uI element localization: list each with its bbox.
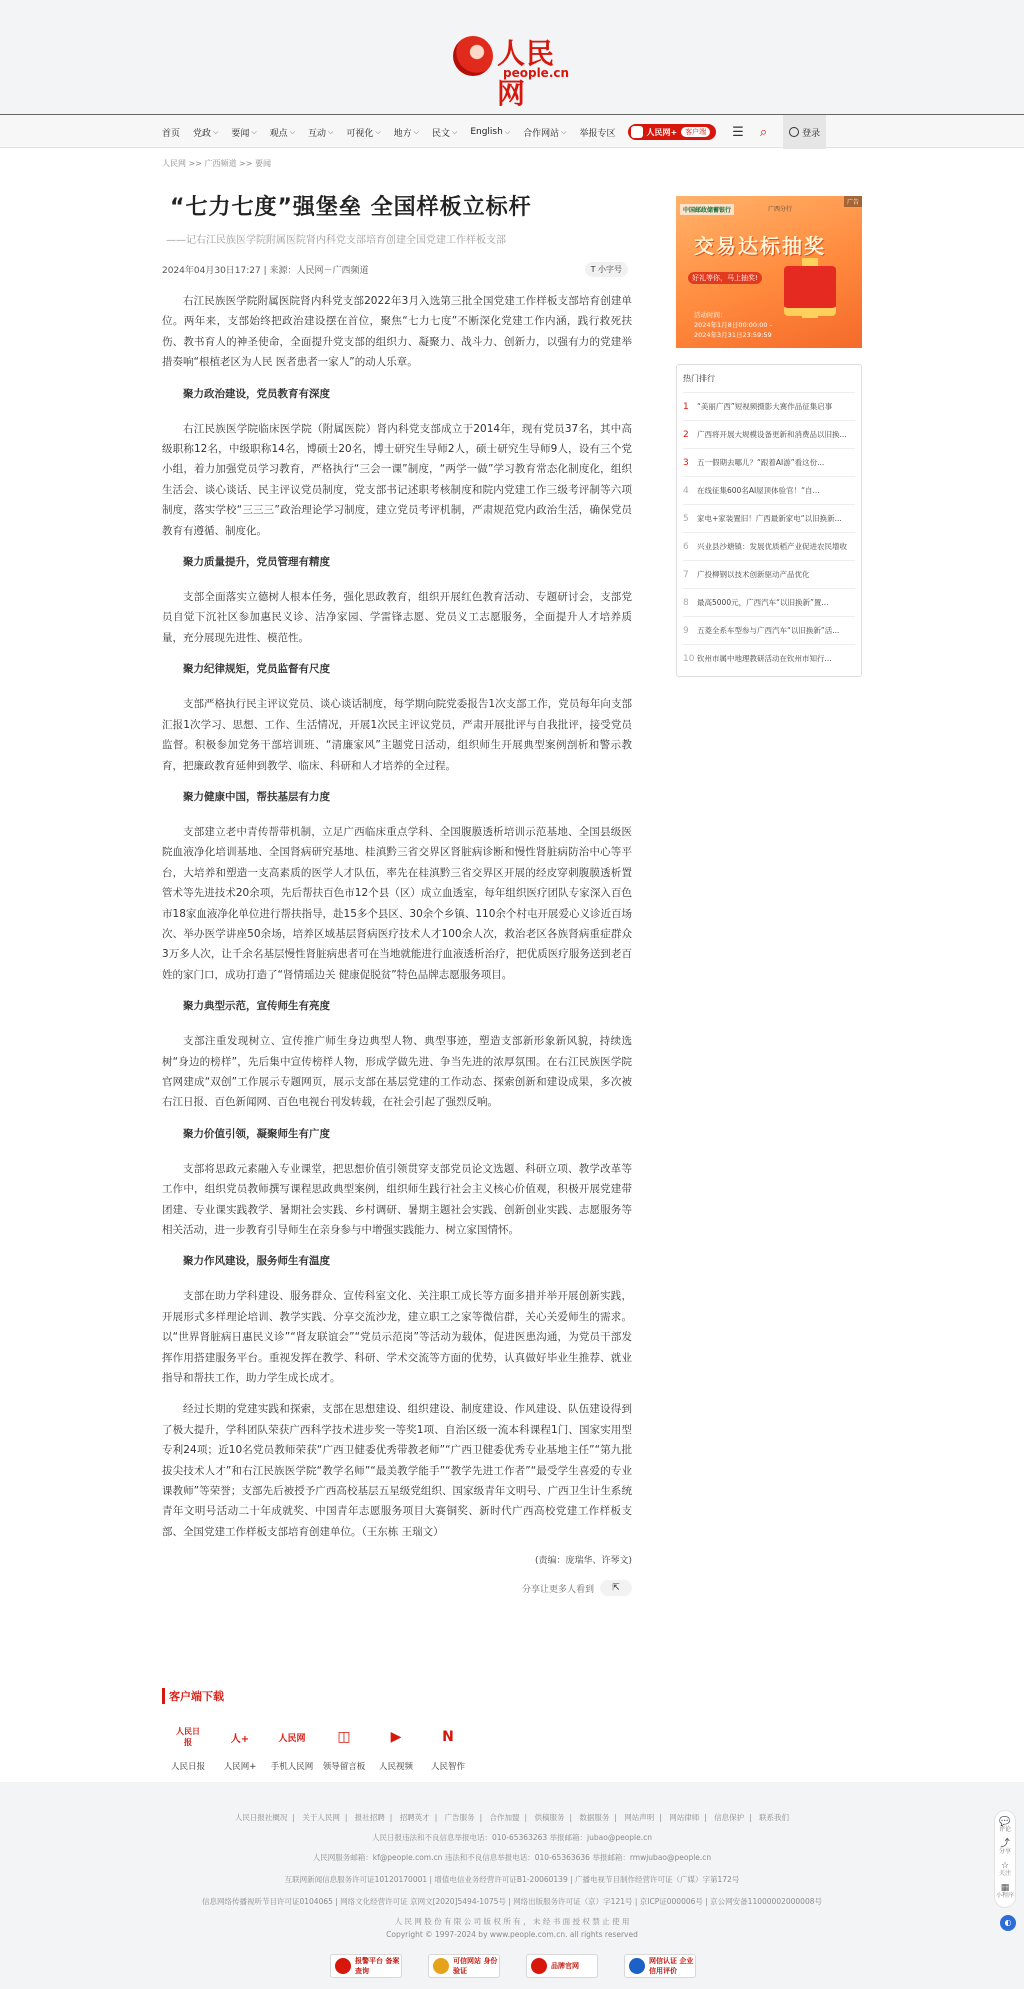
rank-text: 在线征集600名AI屋顶体验官！“自... — [697, 486, 820, 495]
app-download-badge[interactable] — [628, 124, 716, 140]
rank-text: 最高5000元，广西汽车“以旧换新”置... — [697, 598, 829, 607]
paragraph: 支部建立老中青传帮带机制，立足广西临床重点学科、全国腹膜透析培训示范基地、全国县级医院血液净化培训基地、全国肾病研究基地、桂滇黔三省交界区肾脏病诊断和慢性肾脏病防治中心等平台，大培养和塑造一支高素质的医学人才队伍，率先在桂滇黔三省交界区开展的经皮穿刺腹膜透析置管术等先进技术20余项，先后帮扶百色市12个县（区）成立血透室，每年组织医疗团队专家深入百色市18家血液净化单位进行帮扶指导，赴15多个县区、30余个乡镇、110余个村屯开展爱心义诊近百场次、举办医学讲座50余场，培养区域基层肾病医疗技术人才100余人次，救治老区各族肾病重症群众3万多人次，让千余名基层慢性肾脏病患者可在当地就能进行血液透析治疗，把优质医疗服务送到老百姓的家门口，成功打造了“肾情瑶边关 健康促脱贫”特色品牌志愿服务项目。 — [162, 825, 632, 981]
paragraph: 支部全面落实立德树人根本任务，强化思政教育，组织开展红色教育活动、专题研讨会，支部党员自觉下沉社区参加惠民义诊、洁净家园、学雷锋志愿、党员义工志愿服务，全面提升人才培养质量，充分展现先进性、模范性。 — [162, 591, 632, 644]
list-item[interactable] — [683, 588, 855, 616]
nav-label: 首页 — [162, 128, 181, 139]
rank-number: 10 — [683, 653, 695, 664]
list-item[interactable] — [683, 448, 855, 476]
logo-icon — [453, 36, 493, 76]
footer-line: 人民网服务邮箱：kf@people.com.cn 违法和不良信息举报电话：010-65363636 举报邮箱：rmwjubao@people.cn — [312, 1853, 712, 1862]
chevron-down-icon: ⌵ — [375, 127, 381, 136]
footer-link[interactable]: 关于人民网 — [302, 1813, 340, 1822]
rank-text: 兴业县沙塘镇：发展优质稻产业促进农民增收 — [697, 542, 847, 551]
follow-button[interactable] — [999, 1862, 1011, 1878]
share-row — [162, 1580, 632, 1596]
nav-item-minwen[interactable] — [432, 126, 457, 139]
top-banner — [0, 0, 1024, 114]
badge-label: 品牌官网 — [551, 1962, 579, 1970]
nav-label: 要闻 — [231, 128, 250, 139]
chevron-down-icon: ⌵ — [413, 127, 419, 136]
footer-link[interactable]: 数据服务 — [579, 1813, 610, 1822]
gift-box-icon — [784, 266, 836, 316]
app-label: 人民日报 — [170, 1762, 205, 1772]
app-message-board[interactable] — [318, 1722, 370, 1772]
qr-icon: ▦ — [1000, 1883, 1010, 1893]
section-heading: 聚力纪律规矩，党员监督有尺度 — [183, 663, 330, 676]
share-icon: ⇱ — [612, 1583, 620, 1594]
nav-label: 民文 — [431, 128, 450, 139]
people-logo[interactable] — [453, 30, 573, 110]
logo-cn: 人民网 — [497, 37, 556, 110]
article-subtitle: ——记右江民族医学院附属医院肾内科党支部培育创建全国党建工作样板支部 — [166, 235, 506, 246]
rank-number: 1 — [683, 401, 689, 412]
cac-badge[interactable] — [624, 1954, 696, 1978]
ad-time — [694, 310, 772, 340]
people-daily-icon: 人民日报 — [176, 1727, 200, 1747]
nav-item-yaowen[interactable] — [231, 126, 256, 139]
nav-label: 可视化 — [346, 128, 374, 139]
section-heading: 聚力健康中国，帮扶基层有力度 — [183, 790, 330, 803]
tool-label: 评论 — [998, 1826, 1011, 1833]
app-video[interactable] — [370, 1722, 422, 1772]
menu-icon[interactable]: ☰ — [732, 124, 744, 140]
badge-label: 网信认证 企业信用评价 — [649, 1957, 694, 1975]
client-download-title: 客户端下载 — [162, 1688, 632, 1704]
article-main — [162, 190, 632, 1596]
police-icon — [335, 1958, 351, 1974]
article-meta: 2024年04月30日17:27 | 来源：人民网－广西频道 — [162, 266, 369, 276]
app-label: 领导留言板 — [322, 1762, 366, 1772]
ad-title: 交易达标抽奖 — [694, 234, 826, 258]
font-size-label: 小字号 — [598, 265, 622, 274]
section-heading: 聚力价值引领，凝聚师生有广度 — [183, 1127, 330, 1140]
main-nav — [0, 114, 1024, 148]
nav-label: 举报专区 — [579, 128, 616, 139]
footer-line: 人 民 网 股 份 有 限 公 司 版 权 所 有 ， 未 经 书 面 授 权 禁 止 使 用 — [394, 1917, 630, 1926]
list-item[interactable] — [683, 616, 855, 644]
share-icon: ⤴ — [1000, 1839, 1010, 1849]
ad-banner[interactable] — [676, 196, 862, 348]
nav-item-english[interactable] — [470, 127, 510, 137]
ad-bank: 中国邮政储蓄银行 — [680, 204, 734, 215]
rank-number: 3 — [683, 457, 689, 468]
rank-text: 广西将开展大规模设备更新和消费品以旧换... — [697, 430, 847, 439]
ad-subtitle: 好礼等你，马上抽奖! — [688, 272, 762, 284]
footer-link[interactable]: 广告服务 — [444, 1813, 475, 1822]
list-item[interactable] — [683, 392, 855, 420]
search-icon[interactable]: ⌕ — [759, 124, 768, 140]
section-heading: 聚力质量提升，党员管理有精度 — [183, 556, 330, 569]
section-heading: 聚力典型示范，宣传师生有亮度 — [183, 1000, 330, 1013]
sidebar — [676, 196, 862, 677]
breadcrumb[interactable]: 人民网 >> 广西频道 >> 要闻 — [162, 159, 271, 168]
rank-text: 广投柳钢以技术创新驱动产品优化 — [697, 570, 810, 579]
badge-label: 可信网站 身份验证 — [453, 1957, 498, 1975]
list-item[interactable] — [683, 532, 855, 560]
zhizuo-icon: N — [442, 1729, 454, 1745]
message-board-icon: ◫ — [337, 1729, 351, 1745]
nav-label: 合作网站 — [523, 128, 560, 139]
paragraph: 支部将思政元素融入专业课堂，把思想价值引领贯穿支部党员论文选题、科研立项、教学改革等工作中，组织党员教师撰写课程思政典型案例，组织师生践行社会主义核心价值观，积极开展党建带团建、专业课实践教学、暑期社会实践、乡村调研、暑期主题社会实践、创新创业实践、志愿服务等相关活动，进一步教育引导师生在亲身参与中增强实践能力、树立家国情怀。 — [162, 1162, 632, 1236]
ad-time-label: 活动时间： — [694, 311, 727, 319]
footer-link[interactable]: 网站律师 — [669, 1813, 700, 1822]
nav-item-home[interactable] — [162, 126, 180, 139]
nav-label: English — [470, 127, 503, 137]
app-label: 人民智作 — [430, 1762, 465, 1772]
nav-item-dangzheng[interactable] — [193, 126, 218, 139]
paragraph: 支部严格执行民主评议党员、谈心谈话制度，每学期向院党委报告1次支部工作，党员每年向支部汇报1次学习、思想、工作、生活情况，开展1次民主评议党员，严肃开展批评与自我批评，接受党员监督。积极参加党务干部培训班、“清廉家风”主题党日活动，组织师生开展典型案例剖析和警示教育，把廉政教育延伸到教学、临床、科研和人才培养的全过程。 — [162, 698, 632, 772]
mini-program-button[interactable] — [996, 1884, 1014, 1900]
ad-time-end: 2024年3月31日23:59:59 — [694, 331, 772, 339]
assistant-icon[interactable]: ◐ — [1000, 1915, 1016, 1931]
nav-item-guandian[interactable] — [270, 126, 295, 139]
floating-toolbar — [994, 1810, 1016, 1908]
app-mobile-people[interactable] — [266, 1722, 318, 1772]
rank-number: 8 — [683, 597, 689, 608]
app-icon — [631, 126, 643, 138]
share-text: 分享让更多人看到 — [521, 1584, 594, 1595]
font-size-icon: T — [590, 265, 596, 274]
paragraph: 经过长期的党建实践和探索，支部在思想建设、组织建设、制度建设、作风建设、队伍建设得到了极大提升，学科团队荣获广西科学技术进步奖一等奖1项、自治区级一流本科课程1门、国家实用型专利24项；近10名党员教师荣获“广西卫健委优秀带教老师”“广西卫健委优秀专业基地主任”“第九批拔尖技术人才”和右江民族医学院“教学名师”“最美教学能手”“教学先进工作者”“最受学生喜爱的专业课教师”等荣誉；支部先后被授予广西高校基层五星级党组织、国家级青年文明号、广西卫生计生系统青年文明号活动二十年成就奖、中国青年志愿服务项目大赛铜奖、新时代广西高校党建工作样板支部、全国党建工作样板支部培育创建单位。（王东栋 王瑞文） — [162, 1403, 632, 1538]
footer-link[interactable]: 合作加盟 — [489, 1813, 520, 1822]
list-item[interactable] — [683, 476, 855, 504]
rank-text: 五一假期去哪儿？“跟着AI游”看这份... — [697, 458, 825, 467]
nav-label: 观点 — [269, 128, 288, 139]
chevron-down-icon: ⌵ — [504, 127, 511, 136]
section-heading: 聚力政治建设，党员教育有深度 — [183, 387, 330, 400]
tool-label: 分享 — [998, 1848, 1011, 1855]
trusted-site-badge[interactable] — [428, 1954, 500, 1978]
list-item[interactable] — [683, 504, 855, 532]
footer-link[interactable]: 人民日报社概况 — [234, 1813, 288, 1822]
rank-number: 9 — [683, 625, 689, 636]
police-badge[interactable] — [330, 1954, 402, 1978]
footer-line: 互联网新闻信息服务许可证10120170001 | 增值电信业务经营许可证B1-20060139 | 广播电视节目制作经营许可证（广媒）字第172号 — [284, 1875, 740, 1884]
list-item[interactable] — [683, 644, 855, 672]
ad-time-start: 2024年1月8日00:00:00 - — [694, 321, 772, 329]
brand-icon — [531, 1958, 547, 1974]
app-label: 手机人民网 — [270, 1762, 314, 1772]
footer-link[interactable]: 信息保护 — [714, 1813, 745, 1822]
app-label: 人民视频 — [378, 1762, 413, 1772]
rank-text: 家电+家装置旧！广西最新家电“以旧换新... — [697, 514, 842, 523]
footer-links: 人民日报社概况 | 关于人民网 | 报社招聘 | 招聘英才 | 广告服务 | 合作加盟 | 供稿服务 | 数据服务 | 网站声明 | 网站律师 | 信息保护 | 联系我们 — [234, 1813, 790, 1822]
app-people-plus[interactable] — [214, 1722, 266, 1772]
nav-label: 党政 — [193, 128, 212, 139]
app-label: 人民网+ — [223, 1762, 257, 1772]
badge-label: 报警平台 备案查询 — [355, 1957, 400, 1975]
chevron-down-icon: ⌵ — [561, 127, 567, 136]
footer-link[interactable]: 招聘英才 — [399, 1813, 430, 1822]
client-download — [162, 1688, 632, 1772]
brand-site-badge[interactable] — [526, 1954, 598, 1978]
footer — [0, 1782, 1024, 1989]
login-button[interactable] — [783, 115, 826, 149]
comment-button[interactable] — [999, 1818, 1011, 1834]
video-icon: ▶ — [390, 1729, 402, 1745]
rank-text: 五菱全系车型参与广西汽车“以旧换新”活... — [697, 626, 840, 635]
rank-number: 2 — [683, 429, 689, 440]
people-plus-icon: 人+ — [230, 1733, 250, 1745]
chevron-down-icon: ⌵ — [452, 127, 458, 136]
footer-badges — [330, 1954, 722, 1978]
rank-number: 5 — [683, 513, 689, 524]
comment-icon: 💬 — [999, 1817, 1011, 1827]
footer-link[interactable]: 供稿服务 — [534, 1813, 565, 1822]
login-label: 登录 — [802, 128, 821, 139]
hot-ranking-title: 热门排行 — [683, 374, 715, 383]
paragraph: 支部注重发现树立、宣传推广师生身边典型人物、典型事迹，塑造支部新形象新风貌，持续选树“身边的榜样”，先后集中宣传榜样人物，形成学做先进、争当先进的浓厚氛围。在右江民族医学院官网建成“双创”工作展示专题网页，展示支部在基层党建的工作动态、探索创新和建设成果，多次被右江日报、百色新闻网、百色电视台刊发转载，在社会引起了强烈反响。 — [162, 1035, 632, 1109]
ad-tag: 广告 — [844, 196, 862, 207]
footer-line: 信息网络传播视听节目许可证0104065 | 网络文化经营许可证 京网文[2020]5494-1075号 | 网络出版服务许可证（京）字121号 | 京ICP证000006号 | 京公网安备11000002000008号 — [201, 1897, 822, 1906]
footer-line: Copyright © 1997-2024 by www.people.com.cn. all rights reserved — [386, 1930, 638, 1939]
follow-icon: ☆ — [1000, 1861, 1010, 1871]
list-item[interactable] — [683, 420, 855, 448]
footer-link[interactable]: 报社招聘 — [354, 1813, 385, 1822]
app-badge-label: 人民网+ — [646, 127, 678, 137]
nav-label: 地方 — [393, 128, 412, 139]
nav-item-keshihua[interactable] — [346, 126, 380, 139]
nav-item-difang[interactable] — [394, 126, 419, 139]
nav-label: 互动 — [308, 128, 327, 139]
share-button[interactable] — [600, 1580, 632, 1596]
chevron-down-icon: ⌵ — [328, 127, 334, 136]
chevron-down-icon: ⌵ — [251, 127, 257, 136]
section-heading: 聚力作风建设，服务师生有温度 — [183, 1255, 330, 1268]
nav-item-partners[interactable] — [523, 126, 566, 139]
article-body — [162, 291, 632, 1542]
rank-text: 钦州市属中地理教研活动在钦州市知行... — [697, 654, 832, 663]
footer-link[interactable]: 联系我们 — [759, 1813, 790, 1822]
app-zhizuo[interactable] — [422, 1722, 474, 1772]
share-float-button[interactable] — [999, 1840, 1011, 1856]
footer-line: 人民日报违法和不良信息举报电话：010-65363263 举报邮箱：jubao@people.cn — [371, 1833, 653, 1842]
editor-credit: (责编：庞瑞华、许琴文) — [534, 1556, 632, 1567]
paragraph: 右江民族医学院临床医学院（附属医院）肾内科党支部成立于2014年，现有党员37名，其中高级职称12名，中级职称14名，博硕士20名，博士研究生导师2人，硕士研究生导师9人，设有三个党小组，着力加强党员学习教育，严格执行“三会一课”制度，“两学一做”学习教育常态化制度化，组织生活会、谈心谈话、民主评议党员制度，党支部书记述职考核制度和院内党建工作三级考评制等六项制度，落实学校“三三三”政治理论学习制度，建立党员考评机制，严肃规范党内政治生活，确保党员教育有遵循、制度化。 — [162, 422, 632, 537]
footer-link[interactable]: 网站声明 — [624, 1813, 655, 1822]
nav-item-report[interactable] — [579, 126, 615, 139]
chevron-down-icon: ⌵ — [289, 127, 295, 136]
ad-branch: 广西分行 — [768, 206, 793, 213]
mobile-people-icon: 人民网 — [278, 1733, 306, 1744]
rank-text: “美丽广西”短视频摄影大赛作品征集启事 — [697, 402, 833, 411]
tool-label: 关注 — [998, 1870, 1011, 1877]
list-item[interactable] — [683, 560, 855, 588]
logo-en: people.cn — [503, 66, 570, 80]
app-people-daily[interactable] — [162, 1722, 214, 1772]
rank-number: 6 — [683, 541, 689, 552]
tool-label: 小程序 — [995, 1892, 1014, 1899]
hot-ranking — [676, 364, 862, 677]
nav-item-hudong[interactable] — [308, 126, 333, 139]
rank-number: 7 — [683, 569, 689, 580]
chevron-down-icon: ⌵ — [213, 127, 219, 136]
paragraph: 支部在助力学科建设、服务群众、宣传科室文化、关注职工成长等方面多措并举开展创新实践，开展形式多样理论培训、教学实践、分享交流沙龙，建立职工之家等微信群，关心关爱师生的需求。以“世界肾脏病日惠民义诊”“肾友联谊会”“党员示范岗”等活动为载体，促进医患沟通，为党员干部发挥作用搭建服务平台。重视发挥在教学、科研、学术交流等方面的优势，认真做好毕业生推荐、就业指导和帮扶工作，助力学生成长成才。 — [162, 1290, 632, 1385]
user-icon — [789, 127, 799, 137]
rank-number: 4 — [683, 485, 689, 496]
app-badge-pill: 客户端 — [681, 127, 710, 137]
cac-icon — [629, 1958, 645, 1974]
font-size-button[interactable] — [585, 262, 628, 277]
trusted-icon — [433, 1958, 449, 1974]
article-title: “七力七度”强堡垒 全国样板立标杆 — [170, 195, 532, 220]
paragraph: 右江民族医学院附属医院肾内科党支部2022年3月入选第三批全国党建工作样板支部培育创建单位。两年来，支部始终把政治建设摆在首位，聚焦“七力七度”不断深化党建工作内涵，践行救死扶伤、教书育人的神圣使命，全面提升党支部的组织力、凝聚力、战斗力、创新力，以强有力的党建举措奏响“根植老区为人民 医者患者一家人”的动人乐章。 — [162, 295, 632, 369]
